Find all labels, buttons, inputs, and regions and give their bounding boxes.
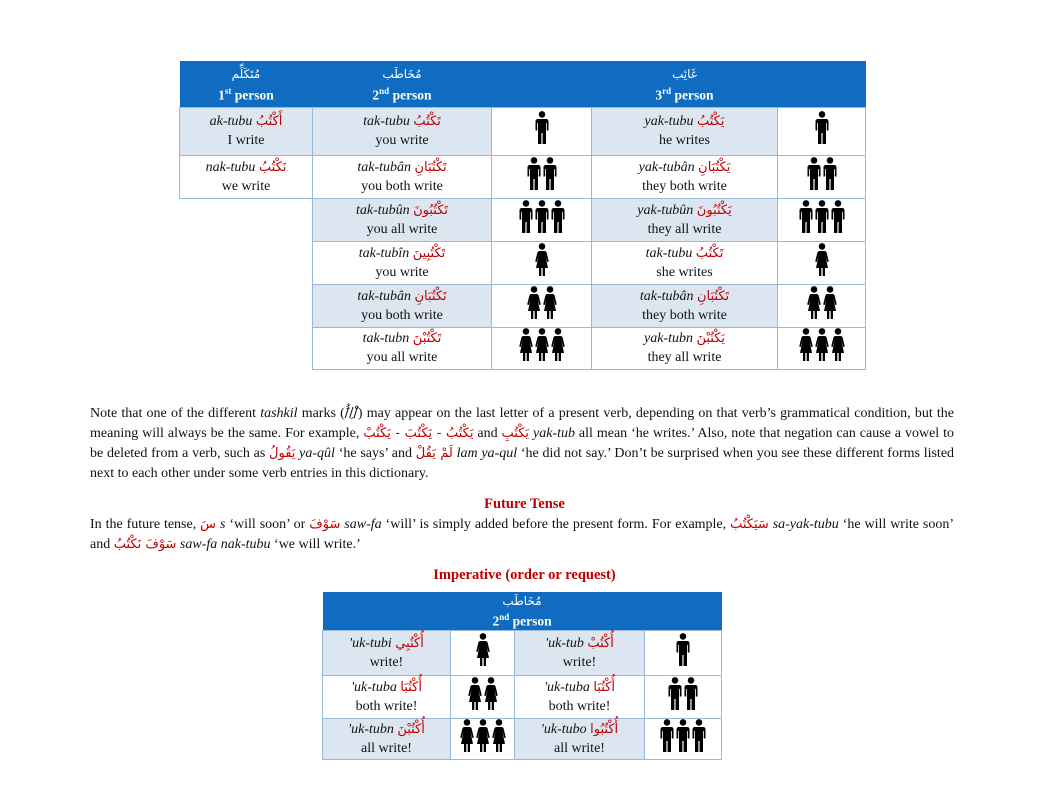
- transliteration: 'uk-tubo: [540, 721, 587, 737]
- table-header-row: [180, 61, 866, 107]
- verb-form-cell: [180, 107, 313, 155]
- transliteration: 'uk-tubn: [348, 721, 394, 737]
- arabic-form: يَكْتُبْنَ: [696, 331, 726, 346]
- two-women-icon: [468, 677, 498, 711]
- verb-form-cell: [313, 198, 492, 241]
- verb-form-cell: [313, 107, 492, 155]
- english-gloss: they all write: [647, 221, 722, 237]
- future-tense-paragraph: In the future tense, سَ s ‘will soon’ or سَوْفَ saw-fa ‘will’ is simply added before the present form. For example, سَيَكْتُبُ sa-yak-tubu ‘he will write soon’ and سَوْفَ نَكْتُبُ saw-fa nak-tubu ‘we will write.’: [90, 517, 954, 552]
- header-second-person: مُخَاطَب 2nd person: [323, 592, 722, 630]
- table-row: [323, 675, 722, 718]
- arabic-form: أُكْتُبَا: [593, 679, 615, 695]
- english-gloss: they both write: [642, 178, 727, 194]
- transliteration: 'uk-tuba: [351, 679, 397, 695]
- arabic-form: أُكْتُبُوا: [590, 721, 619, 737]
- english-gloss: you all write: [366, 221, 438, 237]
- transliteration: ak-tubu: [209, 114, 253, 129]
- verb-form-cell: [180, 155, 313, 198]
- verb-form-cell: [592, 155, 778, 198]
- one-man-icon: [815, 111, 829, 145]
- verb-form-cell: [313, 155, 492, 198]
- verb-form-cell: [592, 241, 778, 284]
- three-men-icon: [519, 200, 565, 234]
- one-woman-icon: [815, 243, 829, 277]
- three-women-icon: [519, 328, 565, 362]
- arabic-form: أُكْتُبِي: [395, 635, 424, 651]
- arabic-form: أُكْتُبْ: [587, 635, 614, 651]
- english-gloss: both write!: [548, 698, 611, 714]
- transliteration: 'uk-tubi: [349, 635, 392, 651]
- verb-form-cell: [323, 718, 451, 759]
- arabic-form: تَكْتُبُونَ: [413, 202, 449, 218]
- verb-form-cell: [592, 198, 778, 241]
- arabic-form: أُكْتُبْنَ: [397, 721, 425, 737]
- header-first-person: مُتَكَلِّم 1st person: [180, 61, 313, 107]
- future-tense-heading: Future Tense: [484, 496, 565, 512]
- table-row: [180, 155, 866, 198]
- three-women-icon: [460, 719, 506, 753]
- verb-form-cell: [515, 718, 645, 759]
- transliteration: tak-tubîn: [358, 245, 410, 261]
- header-third-person: غَائِب 3rd person: [592, 61, 778, 107]
- english-gloss: they all write: [647, 350, 722, 365]
- table-row: [323, 718, 722, 759]
- one-woman-icon: [535, 243, 549, 277]
- english-gloss: all write!: [361, 740, 412, 756]
- english-gloss: all write!: [554, 740, 605, 756]
- arabic-form: تَكْتُبُ: [695, 245, 724, 261]
- table-row: [180, 198, 866, 241]
- transliteration: yak-tubn: [643, 331, 693, 346]
- verb-form-cell: [592, 107, 778, 155]
- english-gloss: you both write: [361, 307, 443, 323]
- verb-form-cell: [323, 675, 451, 718]
- verb-form-cell: [313, 327, 492, 369]
- verb-form-cell: [313, 241, 492, 284]
- transliteration: yak-tubân: [638, 159, 695, 175]
- three-men-icon: [799, 200, 845, 234]
- english-gloss: write!: [369, 654, 404, 670]
- arabic-form: تَكْتُبِينَ: [412, 245, 446, 261]
- english-gloss: we write: [221, 178, 271, 194]
- imperative-heading: Imperative (order or request): [433, 567, 616, 583]
- english-gloss: you both write: [361, 178, 443, 194]
- english-gloss: you write: [375, 264, 429, 280]
- two-men-icon: [807, 157, 837, 191]
- transliteration: tak-tubân: [639, 288, 694, 304]
- arabic-form: تَكْتُبْنَ: [412, 331, 442, 346]
- one-man-icon: [676, 633, 690, 667]
- english-gloss: write!: [562, 654, 597, 670]
- transliteration: tak-tubân: [357, 288, 411, 304]
- verb-form-cell: [313, 284, 492, 327]
- three-men-icon: [660, 719, 706, 753]
- transliteration: tak-tubân: [357, 159, 411, 175]
- english-gloss: I write: [227, 133, 265, 148]
- verb-form-cell: [592, 327, 778, 369]
- verb-form-cell: [323, 630, 451, 675]
- table-row: [180, 107, 866, 155]
- arabic-form: تَكْتُبُ: [413, 114, 441, 129]
- imperative-table: [322, 592, 722, 760]
- english-gloss: they both write: [642, 307, 727, 323]
- one-woman-icon: [476, 633, 490, 667]
- two-men-icon: [668, 677, 698, 711]
- table-row: [323, 630, 722, 675]
- arabic-form: يَكْتُبُونَ: [696, 202, 732, 218]
- arabic-form: يَكْتُبَانِ: [698, 159, 731, 175]
- arabic-form: تَكْتُبَانِ: [697, 288, 730, 304]
- one-man-icon: [535, 111, 549, 145]
- transliteration: yak-tubûn: [637, 202, 694, 218]
- arabic-form: أَكْتُبُ: [255, 114, 283, 129]
- two-men-icon: [527, 157, 557, 191]
- transliteration: tak-tubu: [645, 245, 693, 261]
- arabic-form: تَكْتُبَانِ: [414, 288, 447, 304]
- transliteration: tak-tubûn: [355, 202, 410, 218]
- transliteration: 'uk-tuba: [544, 679, 590, 695]
- arabic-form: نَكْتُبُ: [258, 159, 287, 175]
- transliteration: yak-tubu: [644, 114, 694, 129]
- arabic-form: يَكْتُبُ: [696, 114, 725, 129]
- english-gloss: he writes: [659, 133, 710, 148]
- present-tense-table: [179, 61, 866, 370]
- english-gloss: she writes: [656, 264, 713, 280]
- english-gloss: you write: [375, 133, 429, 148]
- imperative-header-row: [323, 592, 722, 630]
- transliteration: tak-tubu: [363, 114, 410, 129]
- verb-form-cell: [515, 675, 645, 718]
- arabic-form: أُكْتُبَا: [400, 679, 422, 695]
- verb-form-cell: [592, 284, 778, 327]
- transliteration: nak-tubu: [205, 159, 256, 175]
- tashkil-note-paragraph: Note that one of the different tashkil marks (ُ/َ/ِ/ْ) may appear on the last letter of a present verb, depending on that verb’s grammatical condition, but the meaning will always be the same. For example, يَكْتُبُ - يَكْتُبَ - يَكْتُبْ and يَكْتُبِ yak-tub all mean ‘he writes.’ Also, note that negation can cause a vowel to be deleted from a verb, such as يَقُولُ ya-qûl ‘he says’ and لَمْ يَقُلْ lam ya-qul ‘he did not say.’ Don’t be surprised when you see these different forms listed next to each other under some verb entries in this dictionary.: [90, 406, 955, 481]
- two-women-icon: [807, 286, 837, 320]
- header-second-person: مُخَاطَب 2nd person: [313, 61, 492, 107]
- english-gloss: you all write: [366, 350, 438, 365]
- two-women-icon: [527, 286, 557, 320]
- transliteration: 'uk-tub: [545, 635, 584, 651]
- transliteration: tak-tubn: [362, 331, 410, 346]
- english-gloss: both write!: [355, 698, 418, 714]
- three-women-icon: [799, 328, 845, 362]
- arabic-form: تَكْتُبَانِ: [414, 159, 447, 175]
- verb-form-cell: [515, 630, 645, 675]
